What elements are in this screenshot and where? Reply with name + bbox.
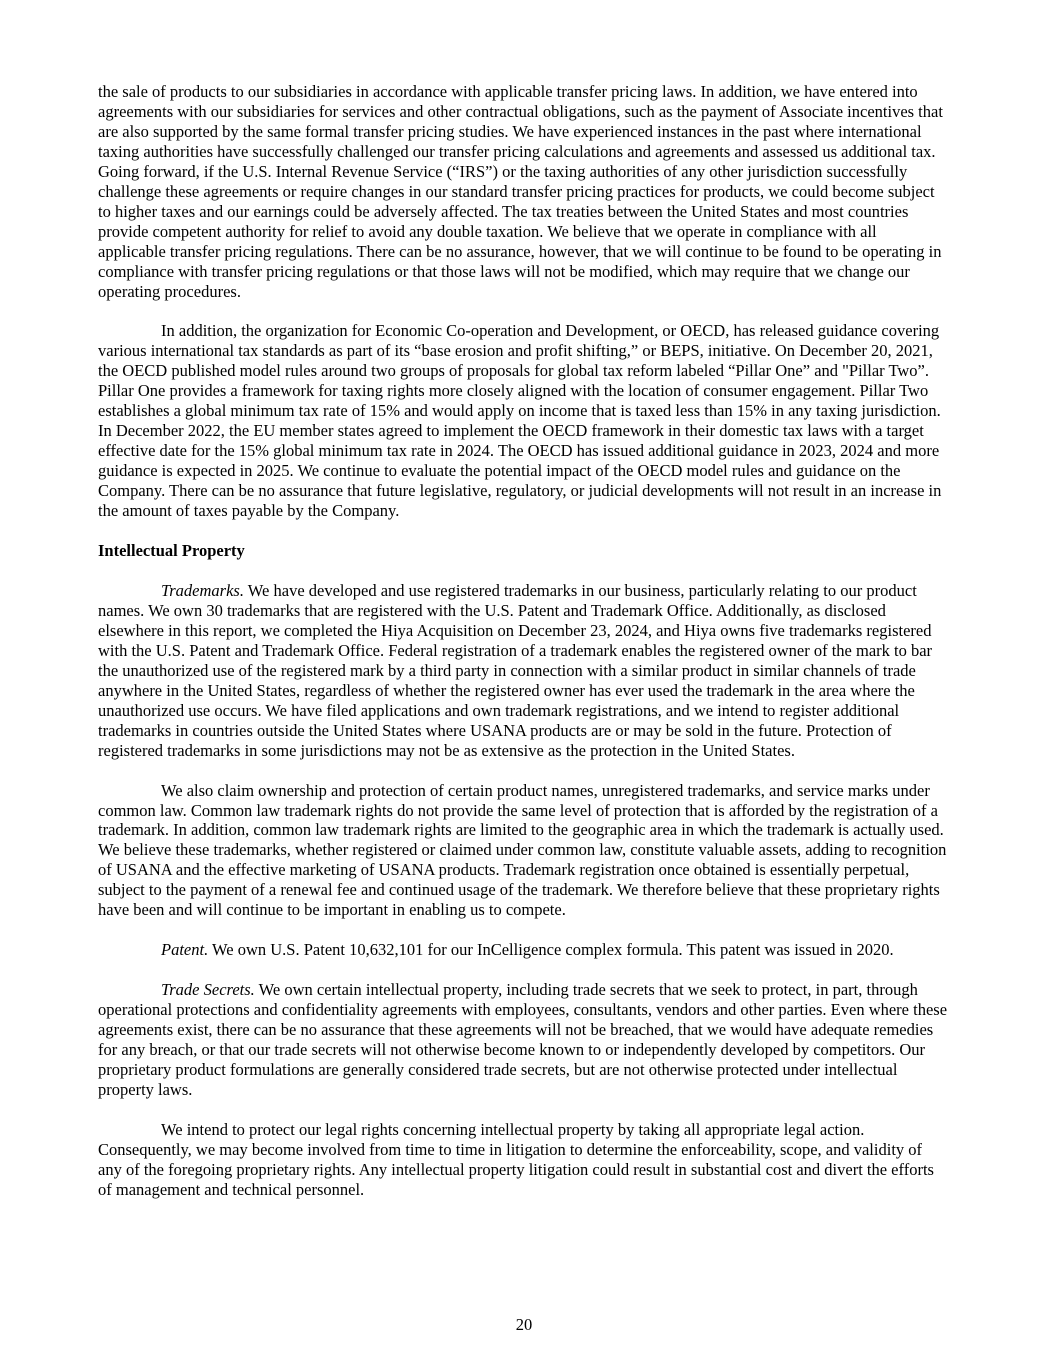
paragraph: We intend to protect our legal rights concerning intellectual property by taking all appropriate legal action. Consequently, we may become involved from time to time in litigation to determine the enforceability, scope, and validity of any of the foregoing proprietary rights. Any intellectual property litigation could result in substantial cost and divert the efforts of management and technical personnel.	[98, 1119, 934, 1199]
paragraph: We also claim ownership and protection of certain product names, unregistered trademarks, and service marks under common law. Common law trademark rights do not provide the same level of protection that is afforded by the registration of a trademark. In addition, common law trademark rights are limited to the geographic area in which the trademark is actually used. We believe these trademarks, whether registered or claimed under common law, constitute valuable assets, adding to recognition of USANA and the effective marketing of USANA products. Trademark registration once obtained is essentially perpetual, subject to the payment of a renewal fee and continued usage of the trademark. We therefore believe that these proprietary rights have been and will continue to be important in enabling us to compete.	[98, 780, 947, 920]
paragraph-lead-italic: Trade Secrets.	[161, 980, 255, 1000]
paragraph: Trade Secrets. We own certain intellectual property, including trade secrets that we seek to protect, in part, through operational protections and confidentiality agreements with employees, consultants, vendors and other parties. Even where these agreements exist, there can be no assurance that these agreements will not be breached, that we would have adequate remedies for any breach, or that our trade secrets will not otherwise become known to or independently developed by competitors. Our proprietary product formulations are generally considered trade secrets, but are not otherwise protected under intellectual property laws.	[98, 980, 948, 1099]
paragraph-lead-italic: Patent.	[161, 940, 209, 960]
page-number: 20	[515, 1315, 533, 1335]
paragraph: Patent. We own U.S. Patent 10,632,101 for our InCelligence complex formula. This patent was issued in 2020.	[161, 940, 894, 960]
section-heading: Intellectual Property	[98, 541, 245, 561]
document-body	[98, 82, 948, 1200]
paragraph-lead-italic: Trademarks.	[161, 580, 244, 600]
paragraph: the sale of products to our subsidiaries in accordance with applicable transfer pricing laws. In addition, we have entered into agreements with our subsidiaries for services and other contractual obligations, such as the payment of Associate incentives that are also supported by the same formal transfer pricing studies. We have experienced instances in the past where international taxing authorities have successfully challenged our transfer pricing calculations and agreements and assessed us additional tax. Going forward, if the U.S. Internal Revenue Service (“IRS”) or the taxing authorities of any other jurisdiction successfully challenge these agreements or require changes in our standard transfer pricing practices for products, we could become subject to higher taxes and our earnings could be adversely affected. The tax treaties between the United States and most countries provide competent authority for relief to avoid any double taxation. We believe that we operate in compliance with all applicable transfer pricing regulations. There can be no assurance, however, that we will continue to be found to be operating in compliance with transfer pricing regulations or that those laws will not be modified, which may require that we change our operating procedures.	[98, 82, 943, 301]
paragraph: Trademarks. We have developed and use registered trademarks in our business, particularly relating to our product names. We own 30 trademarks that are registered with the U.S. Patent and Trademark Office. Additionally, as disclosed elsewhere in this report, we completed the Hiya Acquisition on December 23, 2024, and Hiya owns five trademarks registered with the U.S. Patent and Trademark Office. Federal registration of a trademark enables the registered owner of the mark to bar the unauthorized use of the registered mark by a third party in connection with a similar product in similar channels of trade anywhere in the United States, regardless of whether the registered owner has ever used the trademark in the area where the unauthorized use occurs. We have filed applications and own trademark registrations, and we intend to register additional trademarks in countries outside the United States where USANA products are or may be sold in the future. Protection of registered trademarks in some jurisdictions may not be as extensive as the protection in the United States.	[98, 580, 933, 760]
paragraph: In addition, the organization for Economic Co-operation and Development, or OECD, has released guidance covering various international tax standards as part of its “base erosion and profit shifting,” or BEPS, initiative. On December 20, 2021, the OECD published model rules around two groups of proposals for global tax reform labeled “Pillar One” and "Pillar Two”. Pillar One provides a framework for taxing rights more closely aligned with the location of consumer engagement. Pillar Two establishes a global minimum tax rate of 15% and would apply on income that is taxed less than 15% in any taxing jurisdiction. In December 2022, the EU member states agreed to implement the OECD framework in their domestic tax laws with a target effective date for the 15% global minimum tax rate in 2024. The OECD has issued additional guidance in 2023, 2024 and more guidance is expected in 2025. We continue to evaluate the potential impact of the OECD model rules and guidance on the Company. There can be no assurance that future legislative, regulatory, or judicial developments will not result in an increase in the amount of taxes payable by the Company.	[98, 321, 942, 521]
